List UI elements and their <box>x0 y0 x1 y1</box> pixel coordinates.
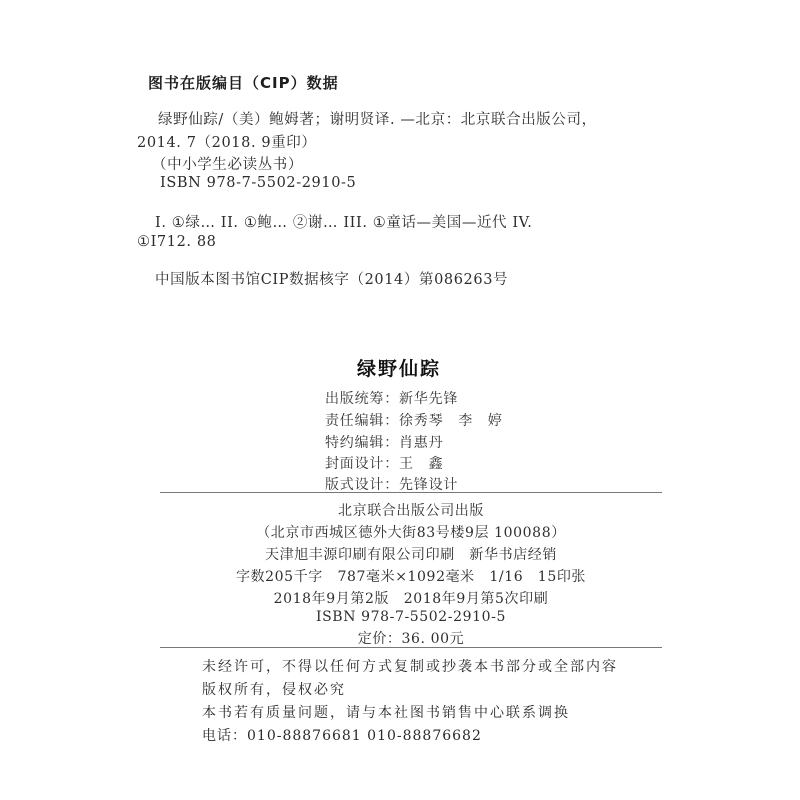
cip-line-isbn: ISBN 978-7-5502-2910-5 <box>160 175 357 191</box>
quality-notice: 本书若有质量问题，请与本社图书销售中心联系调换 <box>202 705 570 721</box>
rights-reserved: 版权所有，侵权必究 <box>202 682 346 698</box>
edition-printing: 2018年9月第2版 2018年9月第5次印刷 <box>273 591 549 607</box>
credit-label: 特约编辑： <box>325 435 399 451</box>
credit-special-editor <box>325 432 443 452</box>
credit-publishing-coordinator <box>325 388 458 408</box>
divider-bottom <box>160 647 662 648</box>
credit-value: 先锋设计 <box>399 477 459 493</box>
credit-value: 徐秀琴 李 婷 <box>399 413 503 429</box>
credit-value: 王 鑫 <box>399 456 444 472</box>
credit-cover-design <box>325 453 443 473</box>
publisher-line: 北京联合出版公司出版 <box>338 503 484 519</box>
copyright-notice: 未经许可，不得以任何方式复制或抄袭本书部分或全部内容 <box>202 659 618 675</box>
cip-line-date: 2014. 7（2018. 9重印） <box>137 135 317 151</box>
book-title: 绿野仙踪 <box>357 358 442 380</box>
credit-label: 责任编辑： <box>325 413 399 429</box>
cip-line-classification: I. ①绿… II. ①鲍… ②谢… III. ①童话—美国—近代 IV. <box>155 215 533 231</box>
credit-responsible-editor <box>325 410 503 430</box>
phone-numbers: 电话：010-88876681 010-88876682 <box>202 728 482 744</box>
cip-heading: 图书在版编目（CIP）数据 <box>148 74 339 92</box>
publisher-address: （北京市西城区德外大街83号楼9层 100088） <box>256 525 566 541</box>
format-specs: 字数205千字 787毫米×1092毫米 1/16 15印张 <box>235 569 587 585</box>
credit-label: 出版统筹： <box>325 391 399 407</box>
divider-top <box>160 492 662 493</box>
price: 定价：36. 00元 <box>357 631 465 647</box>
cip-line-verification: 中国版本图书馆CIP数据核字（2014）第086263号 <box>155 272 509 288</box>
printer-distributor: 天津旭丰源印刷有限公司印刷 新华书店经销 <box>265 547 557 563</box>
credit-layout-design <box>325 474 458 494</box>
cip-line-class-number: ①I712. 88 <box>137 234 217 250</box>
publication-isbn: ISBN 978-7-5502-2910-5 <box>315 609 507 625</box>
cip-line-title-author: 绿野仙踪/（美）鲍姆著；谢明贤译. —北京：北京联合出版公司， <box>158 112 597 128</box>
credit-label: 封面设计： <box>325 456 399 472</box>
credit-value: 新华先锋 <box>399 391 459 407</box>
cip-line-series: （中小学生必读丛书） <box>152 157 303 173</box>
credit-value: 肖惠丹 <box>399 435 444 451</box>
credit-label: 版式设计： <box>325 477 399 493</box>
